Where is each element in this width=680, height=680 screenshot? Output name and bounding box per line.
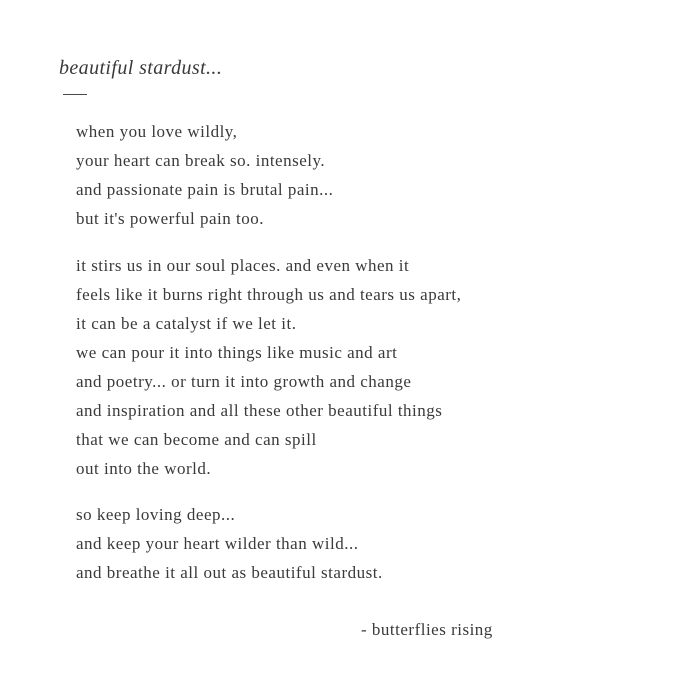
poem-line: feels like it burns right through us and tears us apart, <box>76 285 462 304</box>
poem-line: and keep your heart wilder than wild... <box>76 534 359 553</box>
author-signature: - butterflies rising <box>361 620 493 639</box>
poem-line: it can be a catalyst if we let it. <box>76 314 297 333</box>
poem-line: that we can become and can spill <box>76 430 317 449</box>
poem-line: and breathe it all out as beautiful stardust. <box>76 563 383 582</box>
poem-line: we can pour it into things like music and art <box>76 343 398 362</box>
poem-title: beautiful stardust... <box>59 57 223 79</box>
poem-line: and inspiration and all these other beautiful things <box>76 401 443 420</box>
poem-line: it stirs us in our soul places. and even when it <box>76 256 410 275</box>
stanza-3 <box>76 500 383 587</box>
title-divider <box>63 94 87 95</box>
stanza-2 <box>76 251 461 483</box>
poem-line: when you love wildly, <box>76 122 238 141</box>
poem-line: and passionate pain is brutal pain... <box>76 180 334 199</box>
poem-line: but it's powerful pain too. <box>76 209 264 228</box>
poem-line: and poetry... or turn it into growth and change <box>76 372 412 391</box>
stanza-1 <box>76 117 333 233</box>
poem-line: your heart can break so. intensely. <box>76 151 326 170</box>
poem-line: so keep loving deep... <box>76 505 236 524</box>
poem-line: out into the world. <box>76 459 212 478</box>
